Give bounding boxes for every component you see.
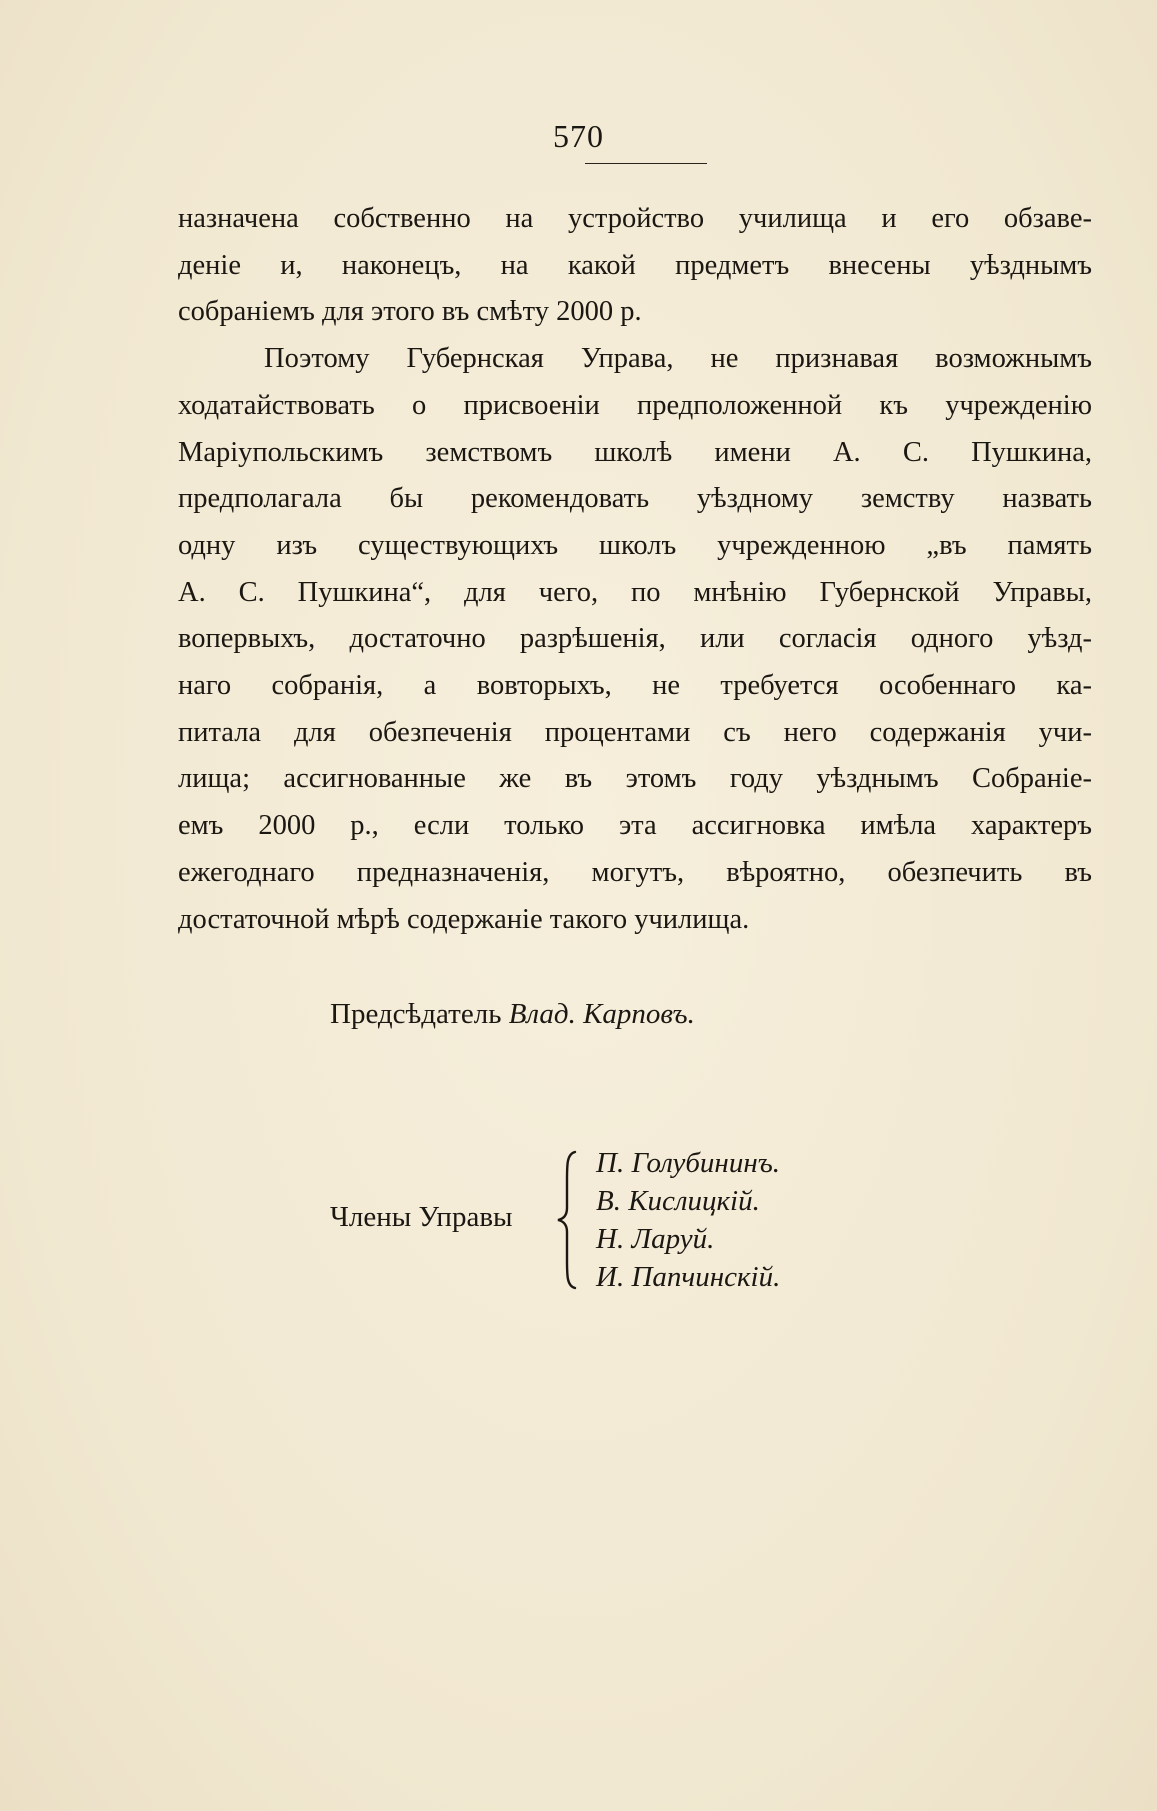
body-text [178,196,1092,943]
text-line: ходатайствовать о присвоеніи предположенной къ учрежденію [178,389,1092,421]
paragraph [178,196,1092,336]
text-line: предполагала бы рекомендовать уѣздному земству назвать [178,483,1092,515]
page-number-rule [585,163,707,164]
page-number: 570 [553,118,604,154]
text-line: Поэтому Губернская Управа, не признавая возможнымъ [264,343,1092,375]
text-line: одну изъ существующихъ школъ учрежденною „въ память [178,529,1092,561]
members-title: Члены Управы [330,1201,513,1233]
text-line: собраніемъ для этого въ смѣту 2000 р. [178,296,642,328]
text-line: ежегоднаго предназначенія, могутъ, вѣроятно, обезпечить въ [178,856,1092,888]
paragraph [178,336,1092,943]
text-line: назначена собственно на устройство училища и его обзаве- [178,203,1092,234]
text-line: лища; ассигнованные же въ этомъ году уѣзднымъ Собраніе- [178,763,1092,795]
chairman-signature [330,998,695,1031]
members-list [596,1144,780,1296]
chairman-name: Влад. Карповъ. [508,998,695,1030]
text-line: емъ 2000 р., если только эта ассигновка имѣла характеръ [178,810,1092,842]
text-line: достаточной мѣрѣ содержаніе такого училища. [178,903,750,935]
text-line: питала для обезпеченія процентами съ него содержанія учи- [178,716,1092,748]
text-line: деніе и, наконецъ, на какой предметъ внесены уѣзднымъ [178,249,1092,281]
member-name: В. Кислицкій. [596,1185,760,1217]
member-name: И. Папчинскій. [596,1261,781,1293]
curly-brace-icon [555,1150,581,1290]
text-line: А. С. Пушкина“, для чего, по мнѣнію Губернской Управы, [178,576,1092,608]
text-line: наго собранія, а вовторыхъ, не требуется особеннаго ка- [178,670,1092,702]
chairman-title: Предсѣдатель [330,998,502,1030]
text-line: вопервыхъ, достаточно разрѣшенія, или согласія одного уѣзд- [178,623,1092,655]
member-name: П. Голубининъ. [596,1147,781,1179]
member-name: Н. Ларуй. [596,1223,715,1255]
text-line: Маріупольскимъ земствомъ школѣ имени А. С. Пушкина, [178,436,1092,468]
